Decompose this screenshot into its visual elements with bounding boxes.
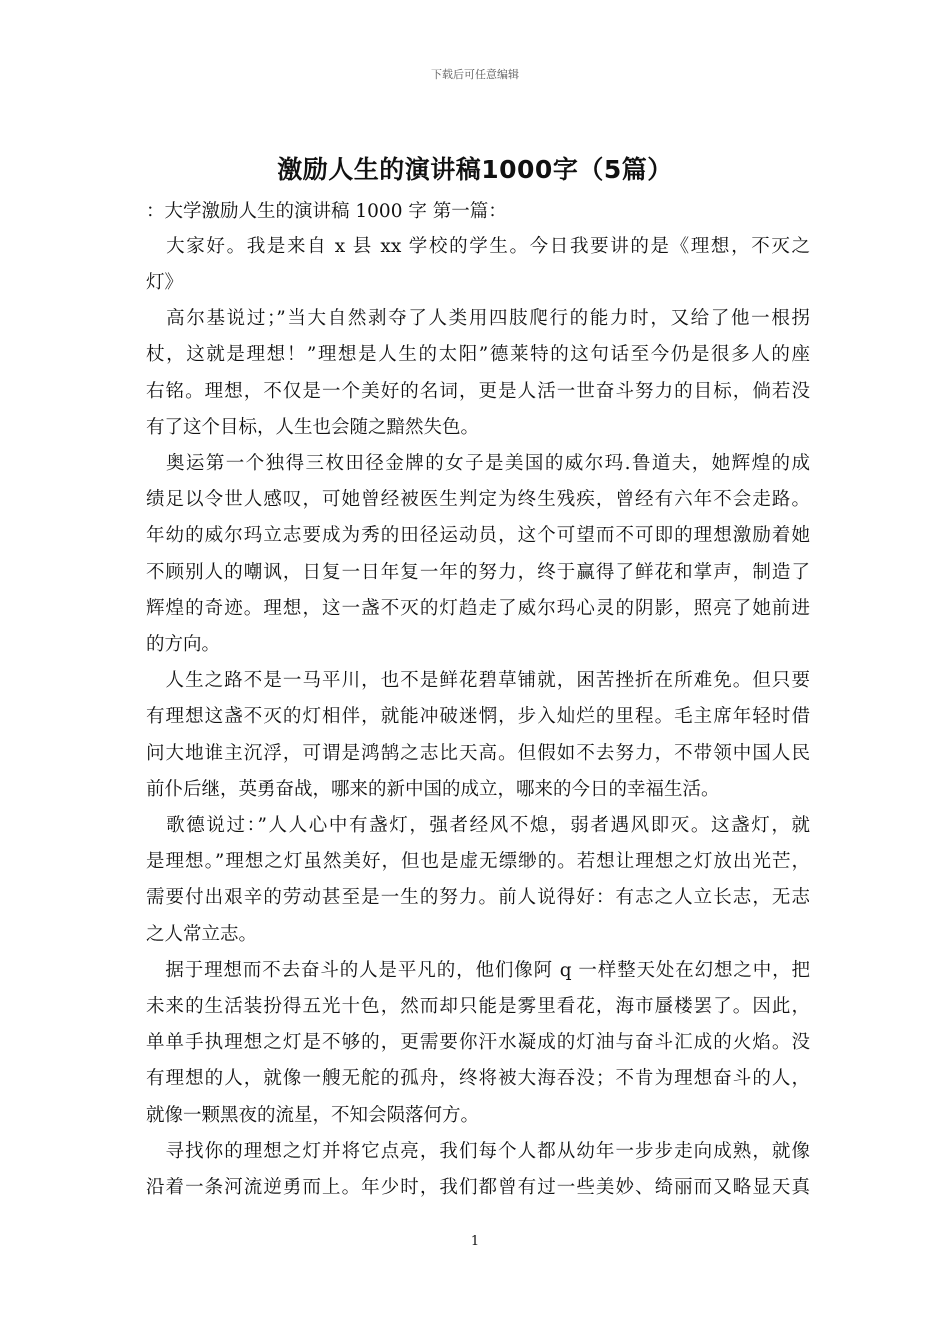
text-line: 的方向。 — [146, 634, 221, 655]
text-line: 就像一颗黑夜的流星，不知会陨落何方。 — [146, 1105, 480, 1126]
text-line: 寻找你的理想之灯并将它点亮，我们每个人都从幼年一步步走向成熟，就像 — [146, 1141, 810, 1162]
text-line: 有理想这盏不灭的灯相伴，就能冲破迷惘，步入灿烂的里程。毛主席年轻时借 — [146, 706, 810, 727]
text-line: 据于理想而不去奋斗的人是平凡的，他们像阿 q 一样整天处在幻想之中，把 — [146, 960, 810, 981]
text-line: 有了这个目标，人生也会随之黯然失色。 — [146, 417, 480, 438]
text-line: 前仆后继，英勇奋战，哪来的新中国的成立，哪来的今日的幸福生活。 — [146, 779, 720, 800]
text-line: 需要付出艰辛的劳动甚至是一生的努力。前人说得好：有志之人立长志，无志 — [146, 887, 810, 908]
text-line: 大家好。我是来自 x 县 xx 学校的学生。今日我要讲的是《理想，不灭之 — [146, 236, 810, 257]
text-line: 年幼的威尔玛立志要成为秀的田径运动员，这个可望而不可即的理想激励着她 — [146, 525, 810, 546]
text-line: 高尔基说过；”当大自然剥夺了人类用四肢爬行的能力时，又给了他一根拐 — [146, 308, 810, 329]
text-line: 未来的生活装扮得五光十色，然而却只能是雾里看花，海市蜃楼罢了。因此， — [146, 996, 810, 1017]
page-header: 下载后可任意编辑 — [431, 68, 519, 81]
text-line: 不顾别人的嘲讽，日复一日年复一年的努力，终于赢得了鲜花和掌声，制造了 — [146, 562, 810, 583]
text-line: 歌德说过：”人人心中有盏灯，强者经风不熄，弱者遇风即灭。这盏灯，就 — [146, 815, 810, 836]
text-line: 人生之路不是一马平川，也不是鲜花碧草铺就，困苦挫折在所难免。但只要 — [146, 670, 810, 691]
text-line: 奥运第一个独得三枚田径金牌的女子是美国的威尔玛.鲁道夫，她辉煌的成 — [146, 453, 810, 474]
text-line: 绩足以令世人感叹，可她曾经被医生判定为终生残疾，曾经有六年不会走路。 — [146, 489, 810, 510]
text-line: 右铭。理想，不仅是一个美好的名词，更是人活一世奋斗努力的目标，倘若没 — [146, 381, 810, 402]
text-line: 灯》 — [146, 272, 184, 293]
text-line: 沿着一条河流逆勇而上。年少时，我们都曾有过一些美妙、绮丽而又略显天真 — [146, 1177, 810, 1198]
page-number: 1 — [470, 1234, 480, 1249]
text-line: ：大学激励人生的演讲稿 1000 字 第一篇： — [146, 201, 507, 222]
text-line: 辉煌的奇迹。理想，这一盏不灭的灯趋走了威尔玛心灵的阴影，照亮了她前进 — [146, 598, 810, 619]
text-line: 是理想。”理想之灯虽然美好，但也是虚无缥缈的。若想让理想之灯放出光芒， — [146, 851, 810, 872]
text-line: 问大地谁主沉浮，可谓是鸿鹄之志比天高。但假如不去努力，不带领中国人民 — [146, 743, 810, 764]
text-line: 之人常立志。 — [146, 924, 258, 945]
document-title: 激励人生的演讲稿1000字（5篇） — [277, 155, 673, 184]
text-line: 杖，这就是理想！”理想是人生的太阳”德莱特的这句话至今仍是很多人的座 — [146, 344, 810, 365]
text-line: 单单手执理想之灯是不够的，更需要你汗水凝成的灯油与奋斗汇成的火焰。没 — [146, 1032, 810, 1053]
text-line: 有理想的人，就像一艘无舵的孤舟，终将被大海吞没；不肯为理想奋斗的人， — [146, 1068, 810, 1089]
